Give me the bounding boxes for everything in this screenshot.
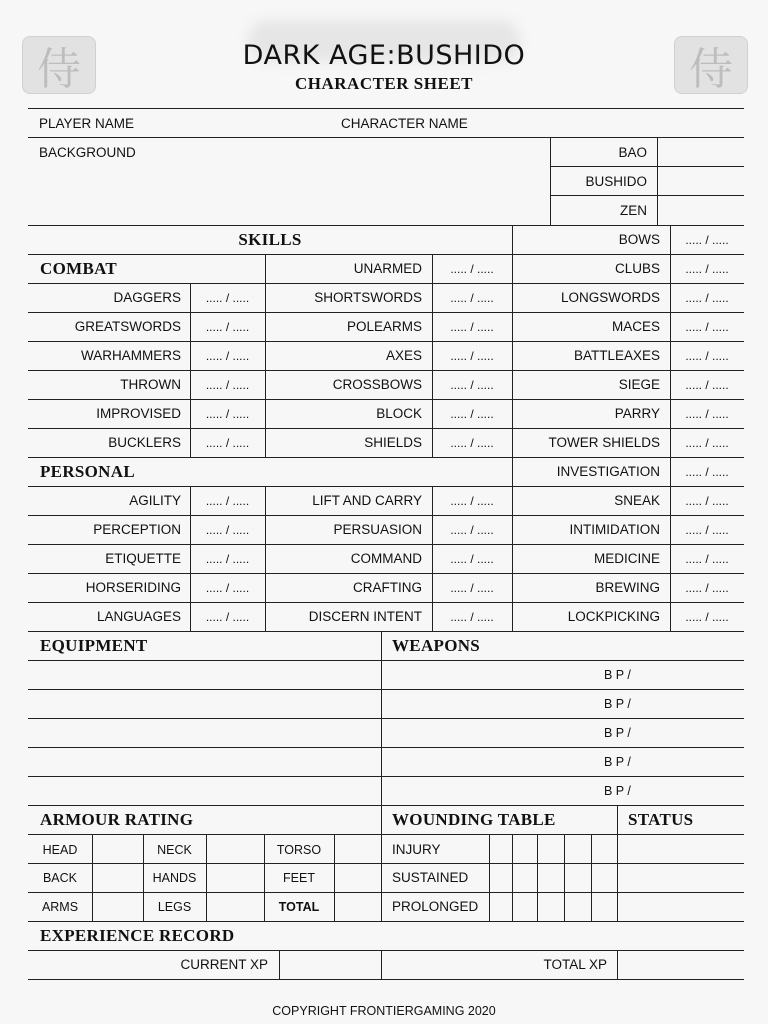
divider	[381, 950, 382, 979]
divider	[512, 602, 744, 603]
character-name-label: CHARACTER NAME	[341, 116, 468, 131]
divider	[279, 950, 280, 979]
skill-value-lockpicking[interactable]: ..... / .....	[685, 610, 729, 624]
weapon-slot[interactable]	[385, 778, 600, 803]
divider	[334, 834, 335, 921]
skill-label-thrown: THROWN	[120, 377, 181, 392]
equipment-slot[interactable]	[32, 662, 377, 687]
divider	[28, 225, 744, 226]
weapon-slot[interactable]	[385, 720, 600, 745]
wound-label-injury: INJURY	[392, 842, 441, 857]
armour-label-feet: FEET	[283, 871, 315, 885]
current-xp-label: CURRENT XP	[180, 957, 268, 972]
skill-value-tower-shields[interactable]: ..... / .....	[685, 436, 729, 450]
skill-value-polearms[interactable]: ..... / .....	[450, 320, 494, 334]
stat-bushido-label: BUSHIDO	[585, 174, 647, 189]
equipment-slot[interactable]	[32, 778, 377, 803]
divider	[512, 283, 744, 284]
skill-value-shields[interactable]: ..... / .....	[450, 436, 494, 450]
armour-label-arms: ARMS	[41, 900, 79, 914]
copyright-text: COPYRIGHT FRONTIERGAMING 2020	[272, 1004, 496, 1018]
divider	[512, 486, 744, 487]
armour-heading: ARMOUR RATING	[40, 810, 194, 829]
divider	[28, 254, 512, 255]
skill-value-longswords[interactable]: ..... / .....	[685, 291, 729, 305]
skill-label-etiquette: ETIQUETTE	[105, 551, 181, 566]
skill-value-command[interactable]: ..... / .....	[450, 552, 494, 566]
divider	[28, 950, 744, 951]
samurai-kanji-logo-left: 侍	[22, 36, 96, 94]
divider	[28, 834, 744, 835]
skill-value-investigation[interactable]: ..... / .....	[685, 465, 729, 479]
equipment-slot[interactable]	[32, 720, 377, 745]
weapon-slot[interactable]	[385, 662, 600, 687]
skill-label-bucklers: BUCKLERS	[108, 435, 181, 450]
skill-label-intimidation: INTIMIDATION	[569, 522, 660, 537]
skill-value-persuasion[interactable]: ..... / .....	[450, 523, 494, 537]
armour-value-neck[interactable]	[209, 837, 261, 862]
background-label: BACKGROUND	[39, 145, 136, 160]
divider	[512, 457, 744, 458]
divider	[28, 979, 744, 980]
armour-value-back[interactable]	[95, 865, 140, 890]
skill-label-parry: PARRY	[614, 406, 660, 421]
armour-label-torso: TORSO	[276, 843, 322, 857]
equipment-heading: EQUIPMENT	[40, 636, 148, 655]
divider	[512, 544, 744, 545]
skill-label-sneak: SNEAK	[614, 493, 660, 508]
wound-box[interactable]	[567, 837, 585, 862]
divider	[206, 834, 207, 921]
skill-value-intimidation[interactable]: ..... / .....	[685, 523, 729, 537]
wound-box[interactable]	[492, 837, 510, 862]
divider	[550, 137, 551, 225]
divider	[617, 950, 618, 979]
armour-label-legs: LEGS	[157, 900, 192, 914]
divider	[512, 631, 744, 632]
divider	[28, 486, 512, 487]
equipment-slot[interactable]	[32, 749, 377, 774]
divider	[28, 370, 512, 371]
divider	[92, 834, 93, 921]
armour-value-total[interactable]	[337, 894, 379, 919]
divider	[512, 573, 744, 574]
skill-value-improvised[interactable]: ..... / .....	[205, 407, 250, 421]
divider	[591, 834, 592, 921]
divider	[28, 457, 512, 458]
skill-value-perception[interactable]: ..... / .....	[205, 523, 250, 537]
skill-value-bows[interactable]: ..... / .....	[685, 233, 729, 247]
experience-heading: EXPERIENCE RECORD	[40, 926, 235, 945]
divider	[550, 166, 744, 167]
skill-label-siege: SIEGE	[618, 377, 660, 392]
skill-label-polearms: POLEARMS	[346, 319, 422, 334]
divider	[28, 602, 512, 603]
skill-label-investigation: INVESTIGATION	[556, 464, 660, 479]
skill-label-daggers: DAGGERS	[113, 290, 181, 305]
player-name-label: PLAYER NAME	[39, 116, 135, 131]
divider	[28, 631, 512, 632]
divider	[28, 108, 744, 109]
skill-value-thrown[interactable]: ..... / .....	[205, 378, 250, 392]
divider	[28, 747, 744, 748]
divider	[28, 660, 744, 661]
skill-label-medicine: MEDICINE	[593, 551, 660, 566]
equipment-slot[interactable]	[32, 691, 377, 716]
divider	[564, 834, 565, 921]
weapon-stat-label: B P /	[604, 697, 631, 711]
divider	[265, 486, 266, 631]
divider	[512, 428, 744, 429]
wounding-heading: WOUNDING TABLE	[392, 810, 556, 829]
skills-heading: SKILLS	[238, 230, 302, 249]
wound-box[interactable]	[492, 894, 510, 919]
divider	[28, 399, 512, 400]
skill-label-persuasion: PERSUASION	[333, 522, 422, 537]
skill-label-crossbows: CROSSBOWS	[332, 377, 422, 392]
skill-value-bucklers[interactable]: ..... / .....	[205, 436, 250, 450]
skill-value-unarmed[interactable]: ..... / .....	[450, 262, 494, 276]
skill-label-crafting: CRAFTING	[353, 580, 422, 595]
divider	[670, 225, 671, 631]
skill-label-lockpicking: LOCKPICKING	[567, 609, 660, 624]
wound-box[interactable]	[594, 865, 612, 890]
weapon-stat-label: B P /	[604, 668, 631, 682]
divider	[28, 805, 744, 806]
skill-value-maces[interactable]: ..... / .....	[685, 320, 729, 334]
wound-label-prolonged: PROLONGED	[392, 899, 479, 914]
divider	[512, 515, 744, 516]
armour-value-head[interactable]	[95, 837, 140, 862]
wound-box[interactable]	[492, 865, 510, 890]
skill-value-sneak[interactable]: ..... / .....	[685, 494, 729, 508]
divider	[28, 312, 512, 313]
skill-label-improvised: IMPROVISED	[96, 406, 181, 421]
skill-value-greatswords[interactable]: ..... / .....	[205, 320, 250, 334]
wound-box[interactable]	[540, 837, 558, 862]
armour-label-hands: HANDS	[152, 871, 197, 885]
weapon-slot[interactable]	[385, 749, 600, 774]
divider	[28, 892, 744, 893]
skill-value-daggers[interactable]: ..... / .....	[205, 291, 250, 305]
divider	[28, 137, 744, 138]
stat-zen-label: ZEN	[620, 203, 647, 218]
wound-box[interactable]	[515, 894, 533, 919]
stat-bao-label: BAO	[618, 145, 647, 160]
divider	[550, 195, 744, 196]
divider	[28, 515, 512, 516]
skill-label-shortswords: SHORTSWORDS	[314, 290, 422, 305]
skill-value-discern-intent[interactable]: ..... / .....	[450, 610, 494, 624]
weapon-stat-label: B P /	[604, 726, 631, 740]
skill-value-agility[interactable]: ..... / .....	[205, 494, 250, 508]
divider	[28, 341, 512, 342]
sheet-title: DARK AGE:BUSHIDO	[242, 40, 526, 71]
divider	[537, 834, 538, 921]
skill-label-agility: AGILITY	[129, 493, 181, 508]
skill-label-horseriding: HORSERIDING	[85, 580, 181, 595]
skill-value-brewing[interactable]: ..... / .....	[685, 581, 729, 595]
divider	[28, 863, 744, 864]
armour-value-hands[interactable]	[209, 865, 261, 890]
armour-label-total: TOTAL	[278, 900, 320, 914]
divider	[657, 137, 658, 225]
divider	[28, 776, 744, 777]
wound-box[interactable]	[540, 894, 558, 919]
skill-label-battleaxes: BATTLEAXES	[573, 348, 660, 363]
skill-label-languages: LANGUAGES	[96, 609, 181, 624]
wound-box[interactable]	[567, 865, 585, 890]
skill-value-etiquette[interactable]: ..... / .....	[205, 552, 250, 566]
status-heading: STATUS	[628, 810, 694, 829]
skill-value-horseriding[interactable]: ..... / .....	[205, 581, 250, 595]
divider	[28, 283, 512, 284]
divider	[28, 544, 512, 545]
divider	[28, 428, 512, 429]
combat-heading: COMBAT	[40, 259, 118, 278]
wound-box[interactable]	[515, 837, 533, 862]
divider	[512, 254, 744, 255]
wound-box[interactable]	[594, 894, 612, 919]
skill-value-siege[interactable]: ..... / .....	[685, 378, 729, 392]
armour-value-feet[interactable]	[337, 865, 379, 890]
armour-value-legs[interactable]	[209, 894, 261, 919]
divider	[265, 254, 266, 457]
armour-label-neck: NECK	[157, 843, 192, 857]
samurai-kanji-logo-right: 侍	[674, 36, 748, 94]
wound-label-sustained: SUSTAINED	[392, 870, 469, 885]
skill-value-crafting[interactable]: ..... / .....	[450, 581, 494, 595]
weapon-slot[interactable]	[385, 691, 600, 716]
skill-label-warhammers: WARHAMMERS	[81, 348, 181, 363]
sheet-subtitle: CHARACTER SHEET	[294, 74, 473, 93]
weapon-stat-label: B P /	[604, 784, 631, 798]
skill-label-perception: PERCEPTION	[93, 522, 181, 537]
personal-heading: PERSONAL	[40, 462, 135, 481]
skill-label-discern-intent: DISCERN INTENT	[308, 609, 422, 624]
skill-label-axes: AXES	[385, 348, 422, 363]
skill-label-bows: BOWS	[618, 232, 660, 247]
skill-label-tower-shields: TOWER SHIELDS	[548, 435, 660, 450]
skill-value-crossbows[interactable]: ..... / .....	[450, 378, 494, 392]
skill-value-medicine[interactable]: ..... / .....	[685, 552, 729, 566]
skill-label-command: COMMAND	[350, 551, 422, 566]
divider	[28, 689, 744, 690]
skill-value-axes[interactable]: ..... / .....	[450, 349, 494, 363]
divider	[512, 370, 744, 371]
divider	[28, 718, 744, 719]
skill-label-brewing: BREWING	[595, 580, 660, 595]
skill-value-parry[interactable]: ..... / .....	[685, 407, 729, 421]
divider	[512, 834, 513, 921]
armour-label-head: HEAD	[42, 843, 78, 857]
weapon-stat-label: B P /	[604, 755, 631, 769]
divider	[512, 399, 744, 400]
skill-value-languages[interactable]: ..... / .....	[205, 610, 250, 624]
divider	[512, 341, 744, 342]
skill-value-clubs[interactable]: ..... / .....	[685, 262, 729, 276]
wound-box[interactable]	[567, 894, 585, 919]
wound-box[interactable]	[515, 865, 533, 890]
divider	[28, 921, 744, 922]
wound-box[interactable]	[540, 865, 558, 890]
skill-value-shortswords[interactable]: ..... / .....	[450, 291, 494, 305]
armour-value-torso[interactable]	[337, 837, 379, 862]
divider	[190, 283, 191, 457]
skill-value-lift-and-carry[interactable]: ..... / .....	[450, 494, 494, 508]
skill-label-unarmed: UNARMED	[353, 261, 422, 276]
armour-value-arms[interactable]	[95, 894, 140, 919]
weapons-heading: WEAPONS	[392, 636, 481, 655]
armour-label-back: BACK	[42, 871, 78, 885]
skill-value-battleaxes[interactable]: ..... / .....	[685, 349, 729, 363]
skill-value-block[interactable]: ..... / .....	[450, 407, 494, 421]
skill-label-maces: MACES	[611, 319, 660, 334]
divider	[28, 573, 512, 574]
divider	[512, 312, 744, 313]
wound-box[interactable]	[594, 837, 612, 862]
skill-label-longswords: LONGSWORDS	[560, 290, 660, 305]
skill-label-shields: SHIELDS	[364, 435, 422, 450]
total-xp-label: TOTAL XP	[543, 957, 607, 972]
skill-label-greatswords: GREATSWORDS	[74, 319, 181, 334]
skill-value-warhammers[interactable]: ..... / .....	[205, 349, 250, 363]
skill-label-block: BLOCK	[376, 406, 422, 421]
skill-label-clubs: CLUBS	[614, 261, 660, 276]
skill-label-lift-and-carry: LIFT AND CARRY	[312, 493, 422, 508]
divider	[489, 834, 490, 921]
